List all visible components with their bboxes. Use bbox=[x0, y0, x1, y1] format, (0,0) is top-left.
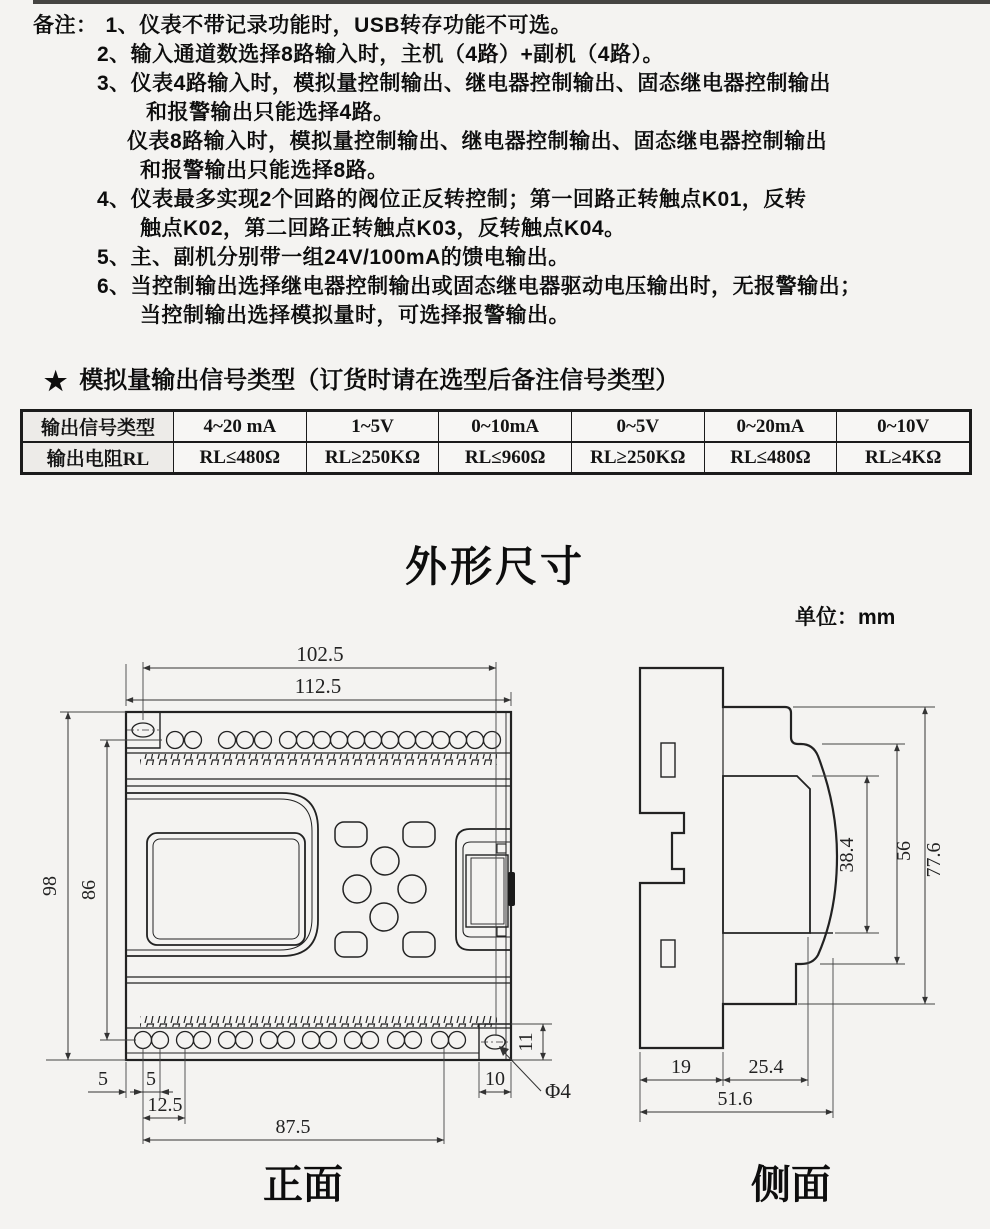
dim-phi4: Φ4 bbox=[545, 1079, 571, 1103]
side-view-drawing bbox=[640, 668, 945, 1207]
dim-56: 56 bbox=[893, 841, 915, 861]
table-cell: RL≤480Ω bbox=[704, 441, 837, 472]
table-cell: 0~10V bbox=[836, 412, 969, 441]
dim-86: 86 bbox=[78, 880, 100, 900]
section-title: 外形尺寸 bbox=[404, 543, 585, 590]
dim-87-5: 87.5 bbox=[275, 1116, 311, 1138]
note-text: 1、仪表不带记录功能时，USB转存功能不可选。 bbox=[105, 14, 573, 37]
keypad bbox=[335, 822, 435, 957]
table-cell: 0~5V bbox=[571, 412, 704, 441]
note-line: 4、仪表最多实现2个回路的阀位正反转控制；第一回路正转触点K01，反转 bbox=[97, 188, 807, 211]
dim-102-5: 102.5 bbox=[296, 642, 344, 666]
note-line: 和报警输出只能选择4路。 bbox=[146, 101, 395, 124]
vent-comb-top bbox=[140, 754, 497, 765]
vent-comb-bottom bbox=[140, 1016, 497, 1027]
table-cell: RL≥250KΩ bbox=[306, 441, 439, 472]
dim-5b: 5 bbox=[146, 1068, 156, 1090]
dim-11: 11 bbox=[515, 1032, 537, 1052]
notes-label: 备注： bbox=[33, 14, 98, 37]
display-window bbox=[147, 833, 305, 945]
table-cell: 1~5V bbox=[306, 412, 439, 441]
table-cell: RL≤480Ω bbox=[173, 441, 306, 472]
dim-12-5: 12.5 bbox=[147, 1094, 183, 1116]
dim-19: 19 bbox=[671, 1056, 691, 1078]
note-line: 5、主、副机分别带一组24V/100mA的馈电输出。 bbox=[97, 246, 570, 269]
dim-10: 10 bbox=[485, 1068, 505, 1090]
note-line: 和报警输出只能选择8路。 bbox=[140, 159, 389, 182]
analog-signal-title: 模拟量输出信号类型（订货时请在选型后备注信号类型） bbox=[79, 367, 680, 394]
front-view-drawing bbox=[39, 642, 571, 1207]
table-cell: 0~10mA bbox=[438, 412, 571, 441]
dim-112-5: 112.5 bbox=[294, 674, 342, 698]
dim-5a: 5 bbox=[98, 1068, 108, 1090]
dim-51-6: 51.6 bbox=[717, 1088, 753, 1110]
note-line: 触点K02，第二回路正转触点K03，反转触点K04。 bbox=[140, 217, 626, 240]
note-line: 当控制输出选择模拟量时，可选择报警输出。 bbox=[140, 304, 570, 327]
dim-77-6: 77.6 bbox=[923, 842, 945, 878]
dim-25-4: 25.4 bbox=[748, 1056, 784, 1078]
side-view-label: 侧面 bbox=[751, 1163, 831, 1207]
side-bezel bbox=[723, 776, 810, 933]
note-line: 3、仪表4路输入时，模拟量控制输出、继电器控制输出、固态继电器控制输出 bbox=[97, 72, 831, 95]
note-line: 2、输入通道数选择8路输入时，主机（4路）+副机（4路）。 bbox=[97, 43, 664, 66]
star-icon: ★ bbox=[44, 366, 68, 396]
dim-38-4: 38.4 bbox=[836, 837, 858, 873]
table-header-cell: 输出电阻RL bbox=[23, 441, 173, 472]
front-view-label: 正面 bbox=[263, 1163, 343, 1207]
dim-98: 98 bbox=[39, 876, 61, 896]
table-cell: RL≤960Ω bbox=[438, 441, 571, 472]
note-line: 仪表8路输入时，模拟量控制输出、继电器控制输出、固态继电器控制输出 bbox=[127, 130, 828, 153]
table-cell: RL≥4KΩ bbox=[836, 441, 969, 472]
unit-label: 单位：mm bbox=[795, 606, 896, 629]
table-header-cell: 输出信号类型 bbox=[23, 412, 173, 441]
table-cell: 4~20 mA bbox=[173, 412, 306, 441]
table-cell: 0~20mA bbox=[704, 412, 837, 441]
top-terminal-row bbox=[167, 732, 501, 749]
bottom-terminal-row bbox=[135, 1032, 466, 1049]
table-cell: RL≥250KΩ bbox=[571, 441, 704, 472]
note-line: 6、当控制输出选择继电器控制输出或固态继电器驱动电压输出时，无报警输出； bbox=[97, 275, 862, 298]
